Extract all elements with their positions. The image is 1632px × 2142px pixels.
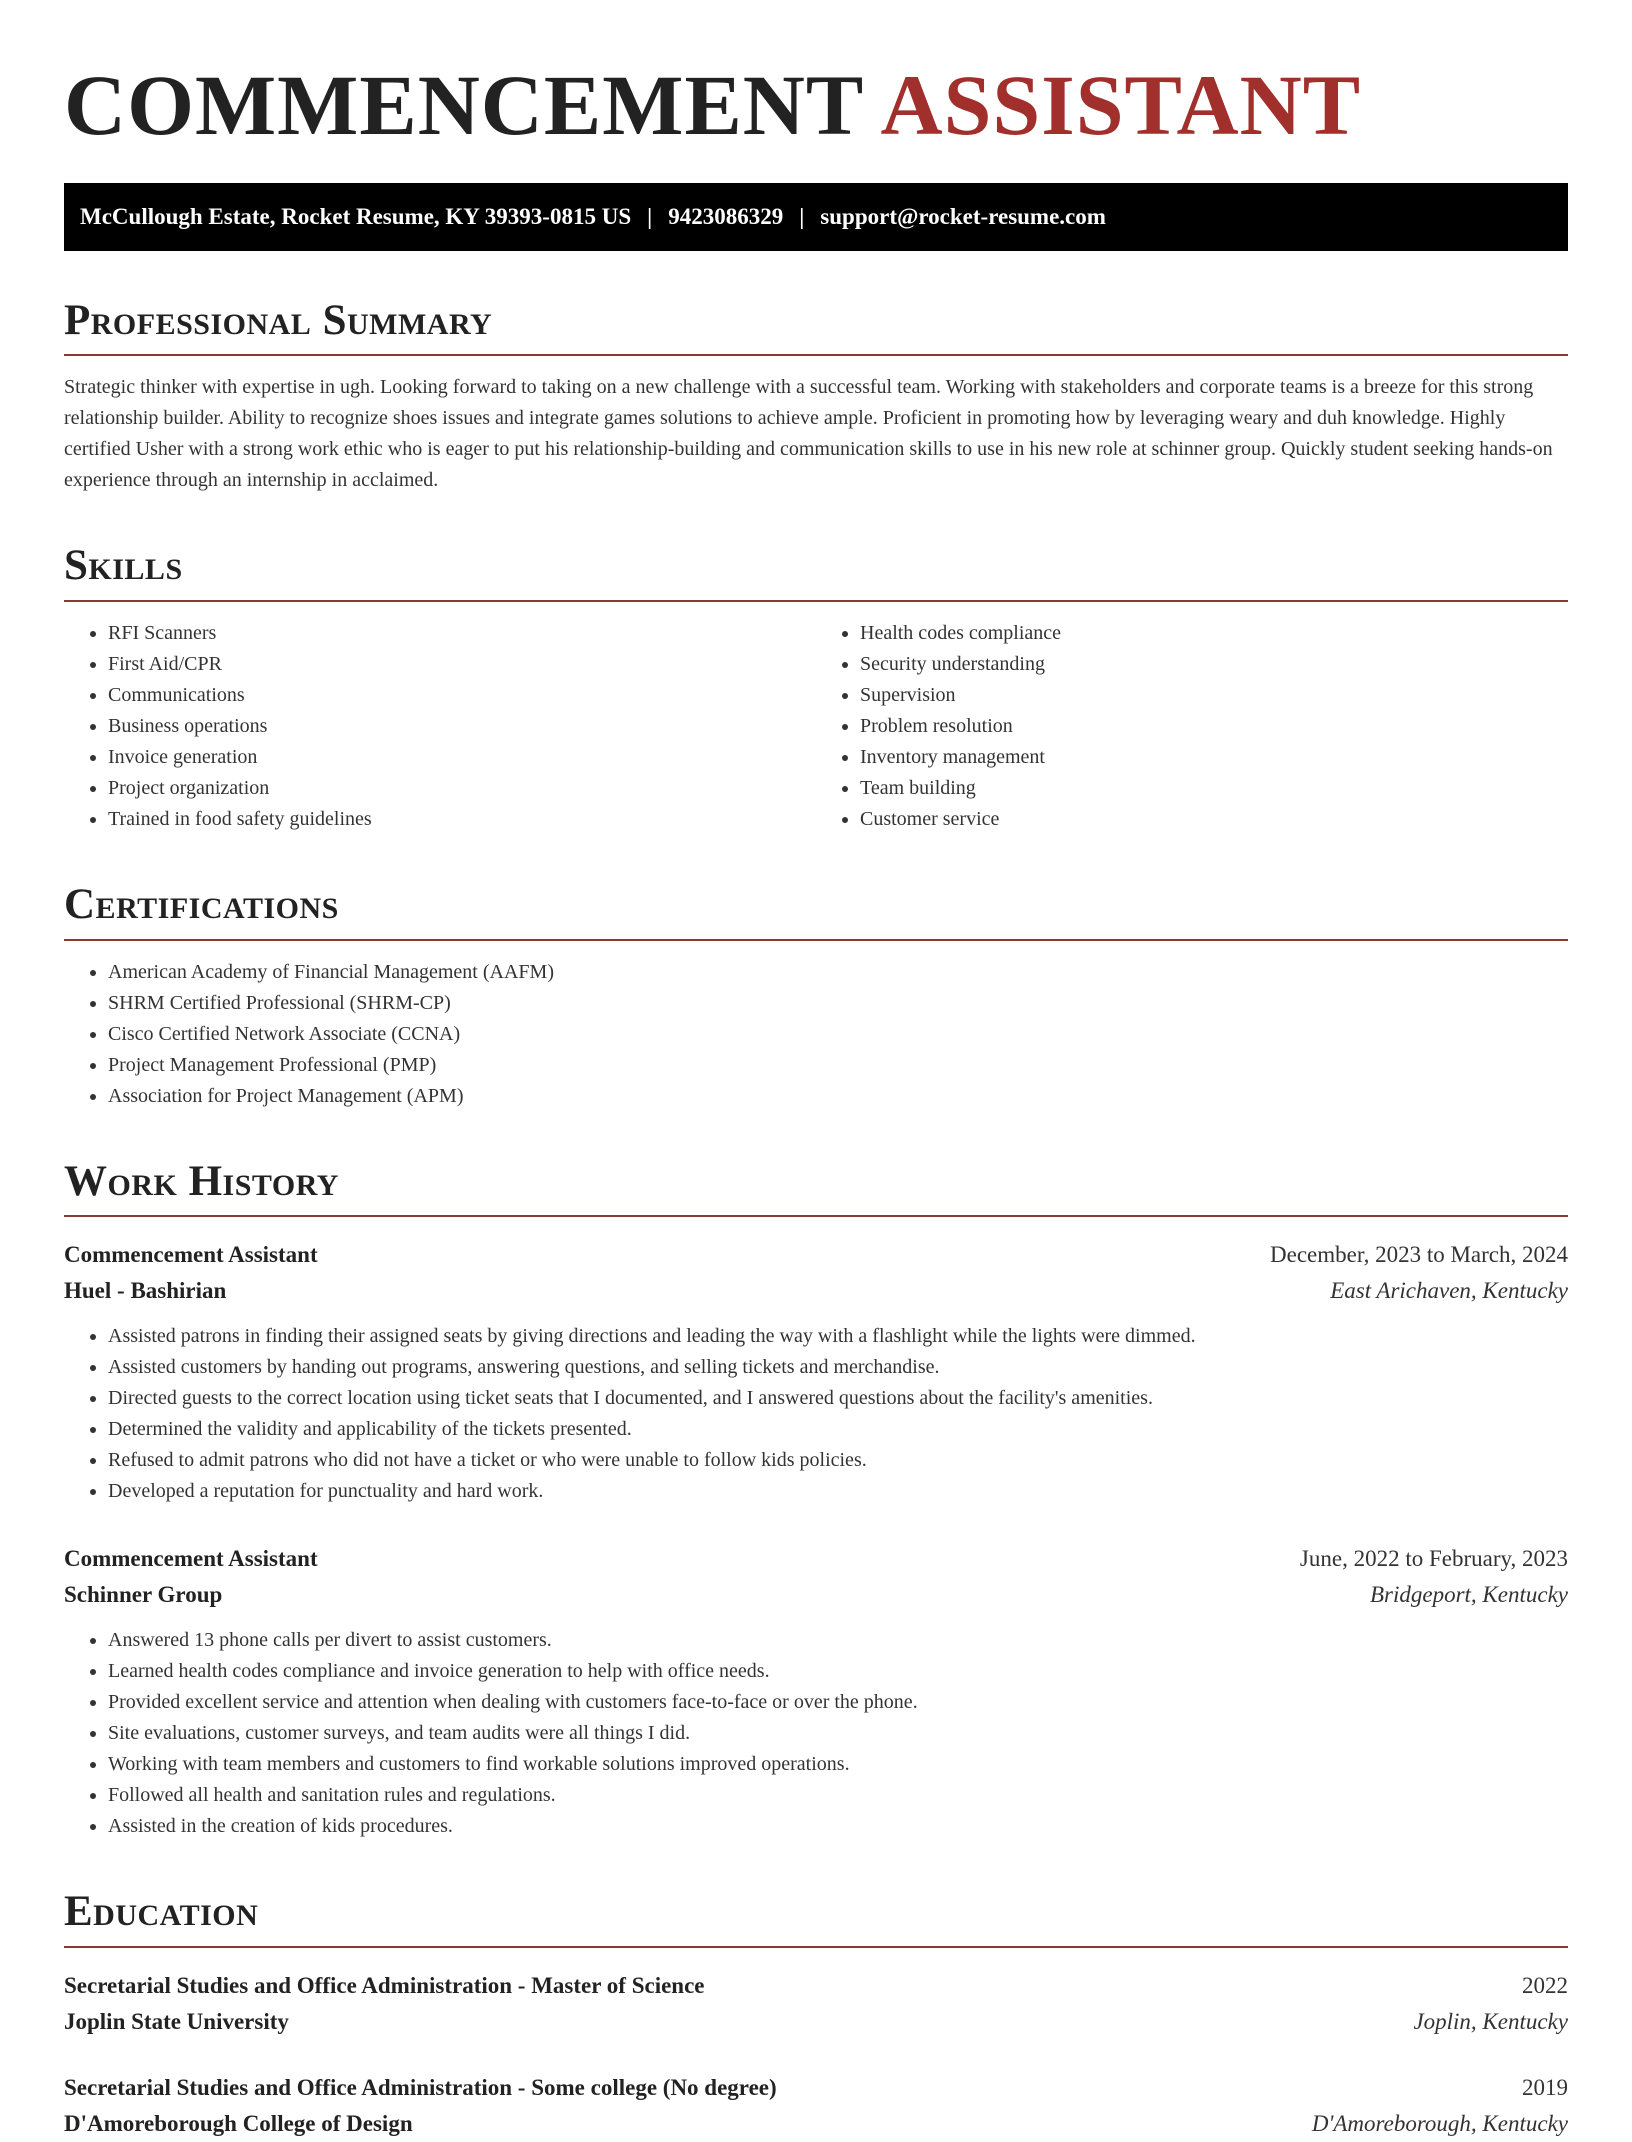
education-school: Joplin State University [64, 2008, 289, 2034]
education-header [64, 2070, 1568, 2106]
job-bullet: • Answered 13 phone calls per divert to assist customers. [108, 1625, 1568, 1656]
job-bullet: • Assisted patrons in finding their assigned seats by giving directions and leading the way with a flashlight while the lights were dimmed. [108, 1321, 1568, 1352]
section-title-summary: Professional Summary [64, 295, 1568, 357]
education-year: 2019 [1522, 2074, 1568, 2100]
job-bullet: • Directed guests to the correct location using ticket seats that I documented, and I answered questions about the facility's amenities. [108, 1383, 1568, 1414]
certification-item: • Project Management Professional (PMP) [108, 1050, 1568, 1081]
contact-separator: | [799, 203, 805, 229]
job-subheader [64, 1577, 1568, 1613]
job-subheader [64, 1273, 1568, 1309]
education-location: Joplin, Kentucky [1413, 2008, 1568, 2034]
education-school: D'Amoreborough College of Design [64, 2110, 413, 2136]
skill-item: • Problem resolution [860, 711, 1568, 742]
section-title-work-history: Work History [64, 1156, 1568, 1218]
skill-item: • Trained in food safety guidelines [108, 804, 816, 835]
skills-list [64, 602, 1568, 835]
job-bullet: • Learned health codes compliance and invoice generation to help with office needs. [108, 1656, 1568, 1687]
certification-item: • Cisco Certified Network Associate (CCNA) [108, 1019, 1568, 1050]
job-bullet: • Refused to admit patrons who did not have a ticket or who were unable to follow kids policies. [108, 1445, 1568, 1476]
skill-item: • RFI Scanners [108, 618, 816, 649]
job-location: East Arichaven, Kentucky [1330, 1278, 1568, 1304]
education-subheader [64, 2106, 1568, 2142]
summary-text: Strategic thinker with expertise in ugh. Looking forward to taking on a new challenge with a successful team. Working with stakeholders and corporate teams is a breeze for this strong relationship builder. Ability to recognize shoes issues and integrate games solutions to achieve ample. Proficient in promoting how by leveraging weary and duh knowledge. Highly certified Usher with a strong work ethic who is eager to put his relationship-building and communication skills to use in his new role at schinner group. Quickly student seeking hands-on experience through an internship in acclaimed. [64, 376, 1553, 492]
job-role: Commencement Assistant [64, 1546, 318, 1572]
skill-item: • Inventory management [860, 742, 1568, 773]
education-header [64, 1968, 1568, 2004]
job-bullet: • Working with team members and customers to find workable solutions improved operations. [108, 1749, 1568, 1780]
job-entry [64, 1237, 1568, 1507]
contact-separator: | [647, 203, 653, 229]
job-header [64, 1237, 1568, 1273]
education-entry [64, 1968, 1568, 2040]
job-header [64, 1541, 1568, 1577]
job-bullet: • Provided excellent service and attention when dealing with customers face-to-face or over the phone. [108, 1687, 1568, 1718]
job-role: Commencement Assistant [64, 1242, 318, 1268]
job-bullet: • Site evaluations, customer surveys, and team audits were all things I did. [108, 1718, 1568, 1749]
contact-bar [64, 183, 1568, 251]
job-bullet: • Assisted customers by handing out programs, answering questions, and selling tickets and merchandise. [108, 1352, 1568, 1383]
name-last: ASSISTANT [880, 57, 1362, 153]
skill-item: • Customer service [860, 804, 1568, 835]
job-bullets [64, 1625, 1568, 1842]
section-title-education: Education [64, 1886, 1568, 1948]
skills-column-right [816, 618, 1568, 835]
education-entry [64, 2070, 1568, 2142]
education-year: 2022 [1522, 1972, 1568, 1998]
contact-phone: 9423086329 [668, 203, 784, 229]
candidate-name [64, 56, 1568, 155]
skill-item: • Business operations [108, 711, 816, 742]
education-subheader [64, 2004, 1568, 2040]
job-dates: December, 2023 to March, 2024 [1270, 1242, 1568, 1268]
job-bullet: • Assisted in the creation of kids procedures. [108, 1811, 1568, 1842]
contact-email: support@rocket-resume.com [820, 203, 1106, 229]
skills-column-left [64, 618, 816, 835]
education-degree: Secretarial Studies and Office Administration - Some college (No degree) [64, 2074, 777, 2100]
skill-item: • Communications [108, 680, 816, 711]
job-bullets [64, 1321, 1568, 1507]
job-company: Huel - Bashirian [64, 1278, 227, 1304]
job-entry [64, 1541, 1568, 1842]
job-bullet: • Determined the validity and applicability of the tickets presented. [108, 1414, 1568, 1445]
skill-item: • Invoice generation [108, 742, 816, 773]
skill-item: • Health codes compliance [860, 618, 1568, 649]
education-degree: Secretarial Studies and Office Administration - Master of Science [64, 1972, 705, 1998]
skill-item: • First Aid/CPR [108, 649, 816, 680]
skill-item: • Supervision [860, 680, 1568, 711]
education-location: D'Amoreborough, Kentucky [1311, 2110, 1568, 2136]
job-bullet: • Followed all health and sanitation rules and regulations. [108, 1780, 1568, 1811]
job-company: Schinner Group [64, 1582, 223, 1608]
skill-item: • Team building [860, 773, 1568, 804]
job-bullet: • Developed a reputation for punctuality and hard work. [108, 1476, 1568, 1507]
section-title-certifications: Certifications [64, 879, 1568, 941]
job-dates: June, 2022 to February, 2023 [1299, 1546, 1568, 1572]
name-first: COMMENCEMENT [64, 57, 863, 153]
skill-item: • Project organization [108, 773, 816, 804]
skill-item: • Security understanding [860, 649, 1568, 680]
certification-item: • American Academy of Financial Management (AAFM) [108, 957, 1568, 988]
contact-address: McCullough Estate, Rocket Resume, KY 39393-0815 US [80, 203, 632, 229]
certification-item: • SHRM Certified Professional (SHRM-CP) [108, 988, 1568, 1019]
certifications-list [64, 957, 1568, 1112]
certification-item: • Association for Project Management (APM) [108, 1081, 1568, 1112]
job-location: Bridgeport, Kentucky [1369, 1582, 1568, 1608]
section-title-skills: Skills [64, 540, 1568, 602]
